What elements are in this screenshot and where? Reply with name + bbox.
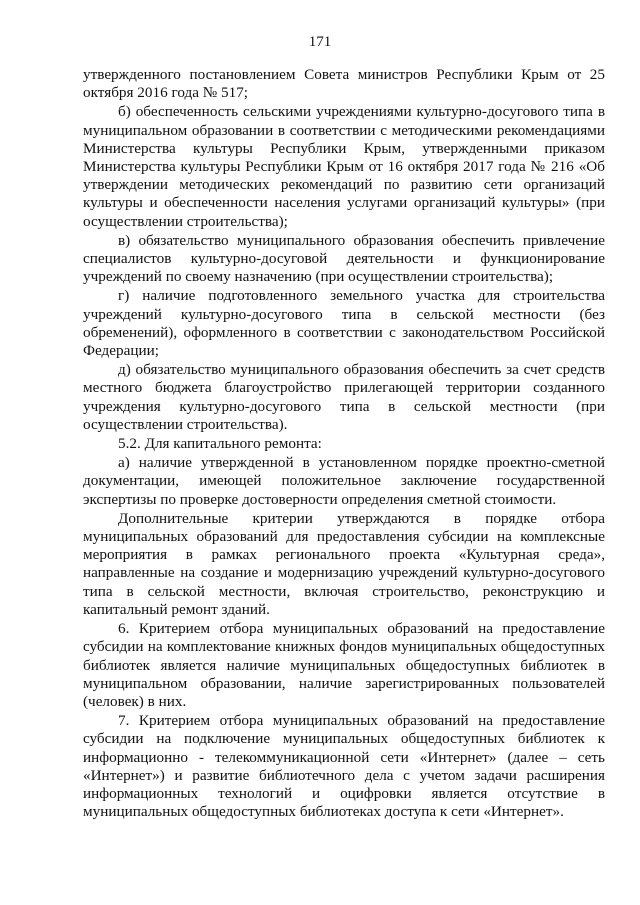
- body-text: [83, 66, 605, 822]
- paragraph-section-5-2: 5.2. Для капитального ремонта:: [118, 435, 322, 453]
- paragraph-item-d: д) обязательство муниципального образования обеспечить за счет средств местного бюджета благоустройство прилегающей территории созданного учреждения культурно-досугового типа в сельской местности (при осуществлении строительства).: [83, 361, 605, 433]
- paragraph-additional-criteria: Дополнительные критерии утверждаются в порядке отбора муниципальных образований для предоставления субсидии на комплексные мероприятия в рамках регионального проекта «Культурная среда», направленные на создание и модернизацию учреждений культурно-досугового типа в сельской местности, включая строительство, реконструкцию и капитальный ремонт зданий.: [83, 509, 605, 618]
- paragraph-section-7: 7. Критерием отбора муниципальных образований на предоставление субсидии на подключение муниципальных общедоступных библиотек к информационно - телекоммуникационной сети «Интернет» (далее – сеть «Интернет») и развитие библиотечного дела с учетом задачи расширения информационных технологий и оцифровки является отсутствие в муниципальных общедоступных библиотеках доступа к сети «Интернет».: [83, 712, 605, 821]
- paragraph-item-a: а) наличие утвержденной в установленном порядке проектно-сметной документации, имеющей положительное заключение государственной экспертизы по проверке достоверности определения сметной стоимости.: [83, 454, 605, 508]
- paragraph-item-g: г) наличие подготовленного земельного участка для строительства учреждений культурно-досугового типа в сельской местности (без обременений), оформленного в соответствии с законодательством Российской Федерации;: [83, 287, 605, 360]
- paragraph-continuation: утвержденного постановлением Совета министров Республики Крым от 25 октября 2016 года № 517;: [83, 66, 605, 102]
- page-number: 171: [308, 34, 332, 50]
- paragraph-section-6: 6. Критерием отбора муниципальных образований на предоставление субсидии на комплектование книжных фондов муниципальных общедоступных библиотек является наличие муниципальных общедоступных библиотек в муниципальном образовании, наличие зарегистрированных пользователей (человек) в них.: [83, 620, 605, 710]
- paragraph-item-b: б) обеспеченность сельскими учреждениями культурно-досугового типа в муниципальном образовании в соответствии с методическими рекомендациями Министерства культуры Республики Крым, утвержденными приказом Министерства культуры Республики Крым от 16 октября 2017 года № 216 «Об утверждении методических рекомендаций по развитию сети организаций культуры и обеспеченности населения услугами организаций культуры» (при осуществлении строительства);: [83, 103, 605, 230]
- paragraph-item-v: в) обязательство муниципального образования обеспечить привлечение специалистов культурно-досуговой деятельности и функционирование учреждений по своему назначению (при осуществлении строительства);: [83, 231, 605, 286]
